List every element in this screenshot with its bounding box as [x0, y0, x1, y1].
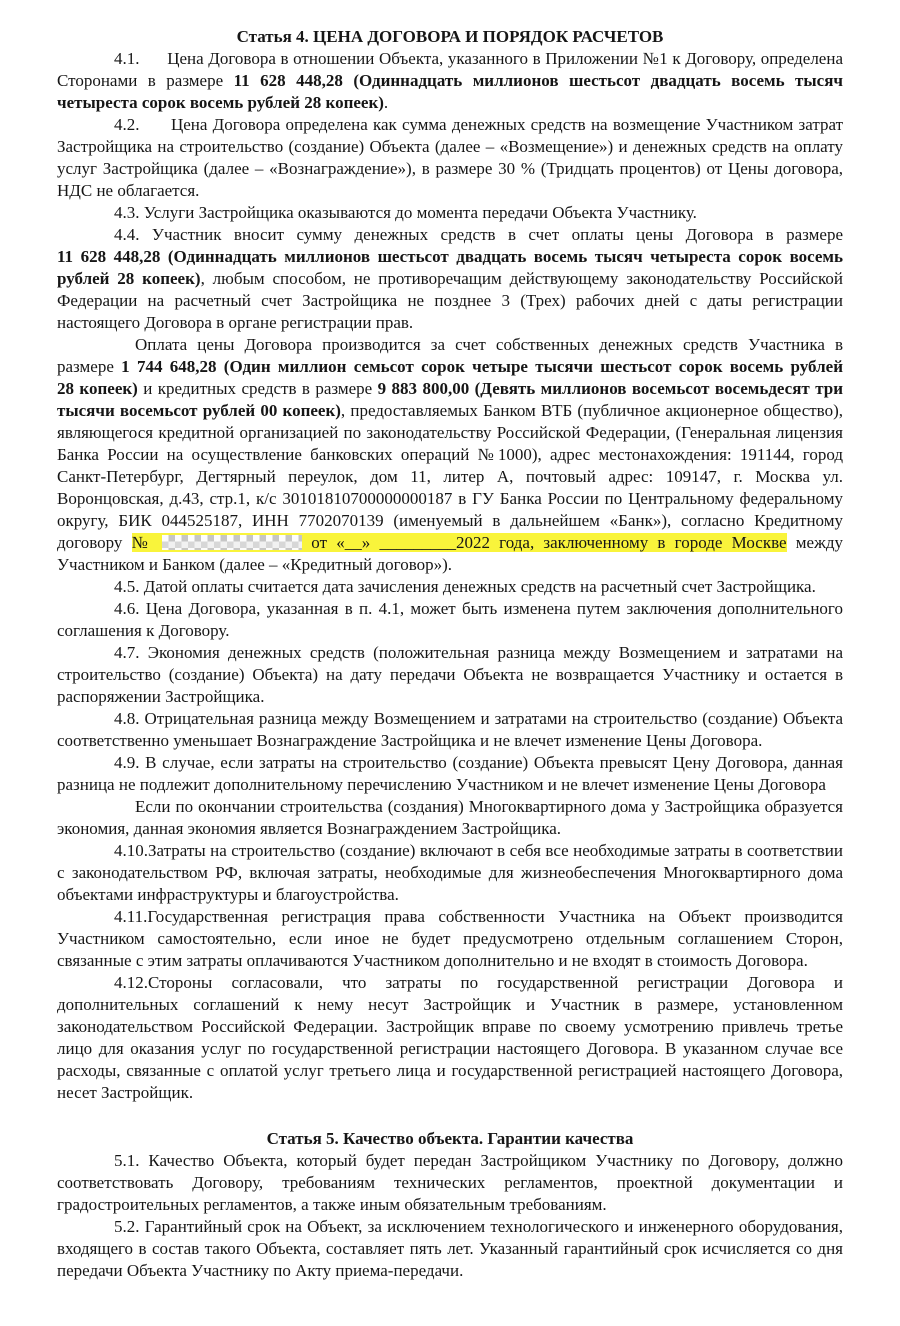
paragraph-5-1: [57, 1150, 843, 1216]
article-4-title: Статья 4. ЦЕНА ДОГОВОРА И ПОРЯДОК РАСЧЕТОВ: [236, 27, 664, 46]
clause-4-1-text: 4.1. Цена Договора в отношении Объекта, указанного в Приложении №1 к Договору, определена Сторонами в размере: [57, 49, 843, 90]
paragraph-4-10: [57, 840, 843, 906]
payment-sum-amount: 11 628 448,28 (Одиннадцать миллионов шестьсот двадцать восемь тысяч четыреста сорок восемь рублей 28 копеек): [57, 247, 843, 288]
paragraph-economy-note: [57, 796, 843, 840]
paragraph-4-12: [57, 972, 843, 1104]
clause-4-9-text: 4.9. В случае, если затраты на строительство (создание) Объекта превысят Цену Договора, данная разница не подлежит дополнительному перечислению Участником и не влечет изменение Цены Договора: [57, 753, 843, 794]
paragraph-4-4: [57, 224, 843, 334]
own-funds-amount: 1 744 648,28 (Один миллион семьсот сорок четыре тысячи шестьсот сорок восемь рублей 28 копеек): [57, 357, 843, 398]
article-5-title: Статья 5. Качество объекта. Гарантии качества: [266, 1129, 634, 1148]
redaction-wrap: [162, 533, 302, 552]
clause-4-11-text: 4.11.Государственная регистрация права собственности Участника на Объект производится Участником самостоятельно, если иное не будет предусмотрено отдельным соглашением Сторон, связанные с этим затраты оплачиваются Участником дополнительно и не входят в стоимость Договора.: [57, 907, 843, 970]
clause-4-3-text: 4.3. Услуги Застройщика оказываются до момента передачи Объекта Участнику.: [114, 203, 697, 222]
credit-funds-amount: 9 883 800,00 (Девять миллионов восемьсот восемьдесят три тысячи восемьсот рублей 00 копеек): [57, 379, 843, 420]
clause-4-8-text: 4.8. Отрицательная разница между Возмещением и затратами на строительство (создание) Объекта соответственно уменьшает Вознаграждение Застройщика и не влечет изменение Цены Договора.: [57, 709, 843, 750]
clause-4-7-text: 4.7. Экономия денежных средств (положительная разница между Возмещением и затратами на строительство (создание) Объекта) на дату передачи Объекта не возвращается Участнику и остается в распоряжении Застройщика.: [57, 643, 843, 706]
credit-agreement-date-highlight: от «__» _________2022 года, заключенному в городе Москве: [302, 533, 787, 552]
economy-note-text: Если по окончании строительства (создания) Многоквартирного дома у Застройщика образуется экономия, данная экономия является Вознаграждением Застройщика.: [57, 797, 843, 838]
payment-source-text: Оплата цены Договора производится за счет собственных денежных средств Участника в размере: [57, 335, 843, 376]
bank-details-text: , предоставляемых Банком ВТБ (публичное акционерное общество), являющегося кредитной организацией по законодательству Российской Федерации, (Генеральная лицензия Банка России на осуществление банковских операций №1000), адрес местонахождения: 191144, город Санкт-Петербург, Дегтярный переулок, дом 11, литер А, почтовый адрес: 109147, г. Москва ул. Воронцовская, д.43, стр.1, к/с 30101810700000000187 в ГУ Банка России по Центральному федеральному округу, БИК 044525187, ИНН 7702070139 (именуемый в дальнейшем «Банк»), согласно Кредитному договору: [57, 401, 843, 552]
clause-4-12-text: 4.12.Стороны согласовали, что затраты по государственной регистрации Договора и дополнительных соглашений к нему несут Застройщик и Участник в размере, установленном законодательством Российской Федерации. Застройщик вправе по своему усмотрению привлечь третье лицо для оказания услуг по государственной регистрации настоящего Договора. В указанном случае все расходы, связанные с оплатой услуг третьего лица и государственной регистрацией настоящего Договора, несет Застройщик.: [57, 973, 843, 1102]
paragraph-4-3: [57, 202, 843, 224]
paragraph-4-9: [57, 752, 843, 796]
clause-4-10-text: 4.10.Затраты на строительство (создание) включают в себя все необходимые затраты в соответствии с законодательством РФ, включая затраты, необходимые для жизнеобеспечения Многоквартирного дома объектами инфраструктуры и благоустройства.: [57, 841, 843, 904]
contract-price-amount: 11 628 448,28 (Одиннадцать миллионов шестьсот двадцать восемь тысяч четыреста сорок восемь рублей 28 копеек): [57, 71, 843, 112]
clause-5-2-text: 5.2. Гарантийный срок на Объект, за исключением технологического и инженерного оборудования, входящего в состав такого Объекта, составляет пять лет. Указанный гарантийный срок исчисляется со дня передачи Объекта Участнику по Акту приема-передачи.: [57, 1217, 843, 1280]
clause-4-5-text: 4.5. Датой оплаты считается дата зачисления денежных средств на расчетный счет Застройщика.: [114, 577, 816, 596]
paragraph-4-11: [57, 906, 843, 972]
redacted-blur-block: [162, 535, 302, 550]
payment-source-mid: и кредитных средств в размере: [137, 379, 378, 398]
paragraph-4-8: [57, 708, 843, 752]
paragraph-4-5: [57, 576, 843, 598]
clause-4-1-period: .: [383, 93, 389, 112]
clause-5-1-text: 5.1. Качество Объекта, который будет передан Застройщиком Участнику по Договору, должно соответствовать Договору, требованиям технических регламентов, проектной документации и градостроительных регламентов, а также иным обязательным требованиям.: [57, 1151, 843, 1214]
paragraph-4-6: [57, 598, 843, 642]
credit-agreement-number-label-highlight: №: [131, 533, 163, 552]
paragraph-4-7: [57, 642, 843, 708]
paragraph-5-2: [57, 1216, 843, 1282]
clause-4-6-text: 4.6. Цена Договора, указанная в п. 4.1, может быть изменена путем заключения дополнительного соглашения к Договору.: [57, 599, 843, 640]
clause-4-4-text: 4.4. Участник вносит сумму денежных средств в счет оплаты цены Договора в размере: [114, 225, 843, 244]
paragraph-4-1: [57, 48, 843, 114]
paragraph-4-2: [57, 114, 843, 202]
credit-agreement-tail: между Участником и Банком (далее – «Кредитный договор»).: [57, 533, 843, 574]
clause-4-2-text: 4.2. Цена Договора определена как сумма денежных средств на возмещение Участником затрат Застройщика на строительство (создание) Объекта (далее – «Возмещение») и денежных средств на оплату услуг Застройщика (далее – «Вознаграждение»), в размере 30 % (Тридцать процентов) от Цены договора, НДС не облагается.: [57, 115, 843, 200]
paragraph-payment-source: [57, 334, 843, 576]
clause-4-4-tail: , любым способом, не противоречащим действующему законодательству Российской Федерации на расчетный счет Застройщика не позднее 3 (Трех) рабочих дней с даты регистрации настоящего Договора в органе регистрации прав.: [57, 269, 844, 332]
